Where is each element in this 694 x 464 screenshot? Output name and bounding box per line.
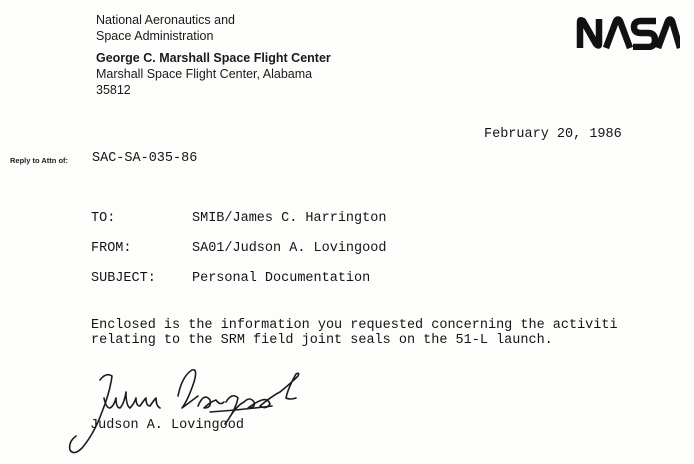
center-name: George C. Marshall Space Flight Center: [96, 51, 331, 65]
subject-label: SUBJECT:: [91, 271, 156, 286]
body-line-2: relating to the SRM field joint seals on the 51-L launch.: [91, 333, 553, 348]
reply-to-label: Reply to Attn of:: [10, 156, 69, 165]
to-label: TO:: [91, 211, 116, 226]
from-value: SA01/Judson A. Lovingood: [192, 241, 387, 256]
nasa-logo: [576, 16, 680, 50]
center-address: Marshall Space Flight Center, Alabama: [96, 67, 313, 81]
center-block: [96, 50, 331, 98]
subject-value: Personal Documentation: [192, 271, 371, 286]
handwritten-signature: [60, 362, 330, 462]
body-line-1: Enclosed is the information you requested concerning the activiti: [91, 318, 618, 333]
from-label: FROM:: [91, 241, 132, 256]
reply-to-code: SAC-SA-035-86: [92, 151, 198, 166]
agency-name-line2: Space Administration: [96, 29, 214, 43]
typed-signature-name: Judson A. Lovingood: [90, 418, 244, 433]
agency-name-line1: National Aeronautics and: [96, 13, 235, 27]
letterhead: [96, 12, 235, 44]
to-value: SMIB/James C. Harrington: [192, 211, 387, 226]
center-zip: 35812: [96, 83, 131, 97]
memo-date: February 20, 1986: [484, 127, 622, 142]
